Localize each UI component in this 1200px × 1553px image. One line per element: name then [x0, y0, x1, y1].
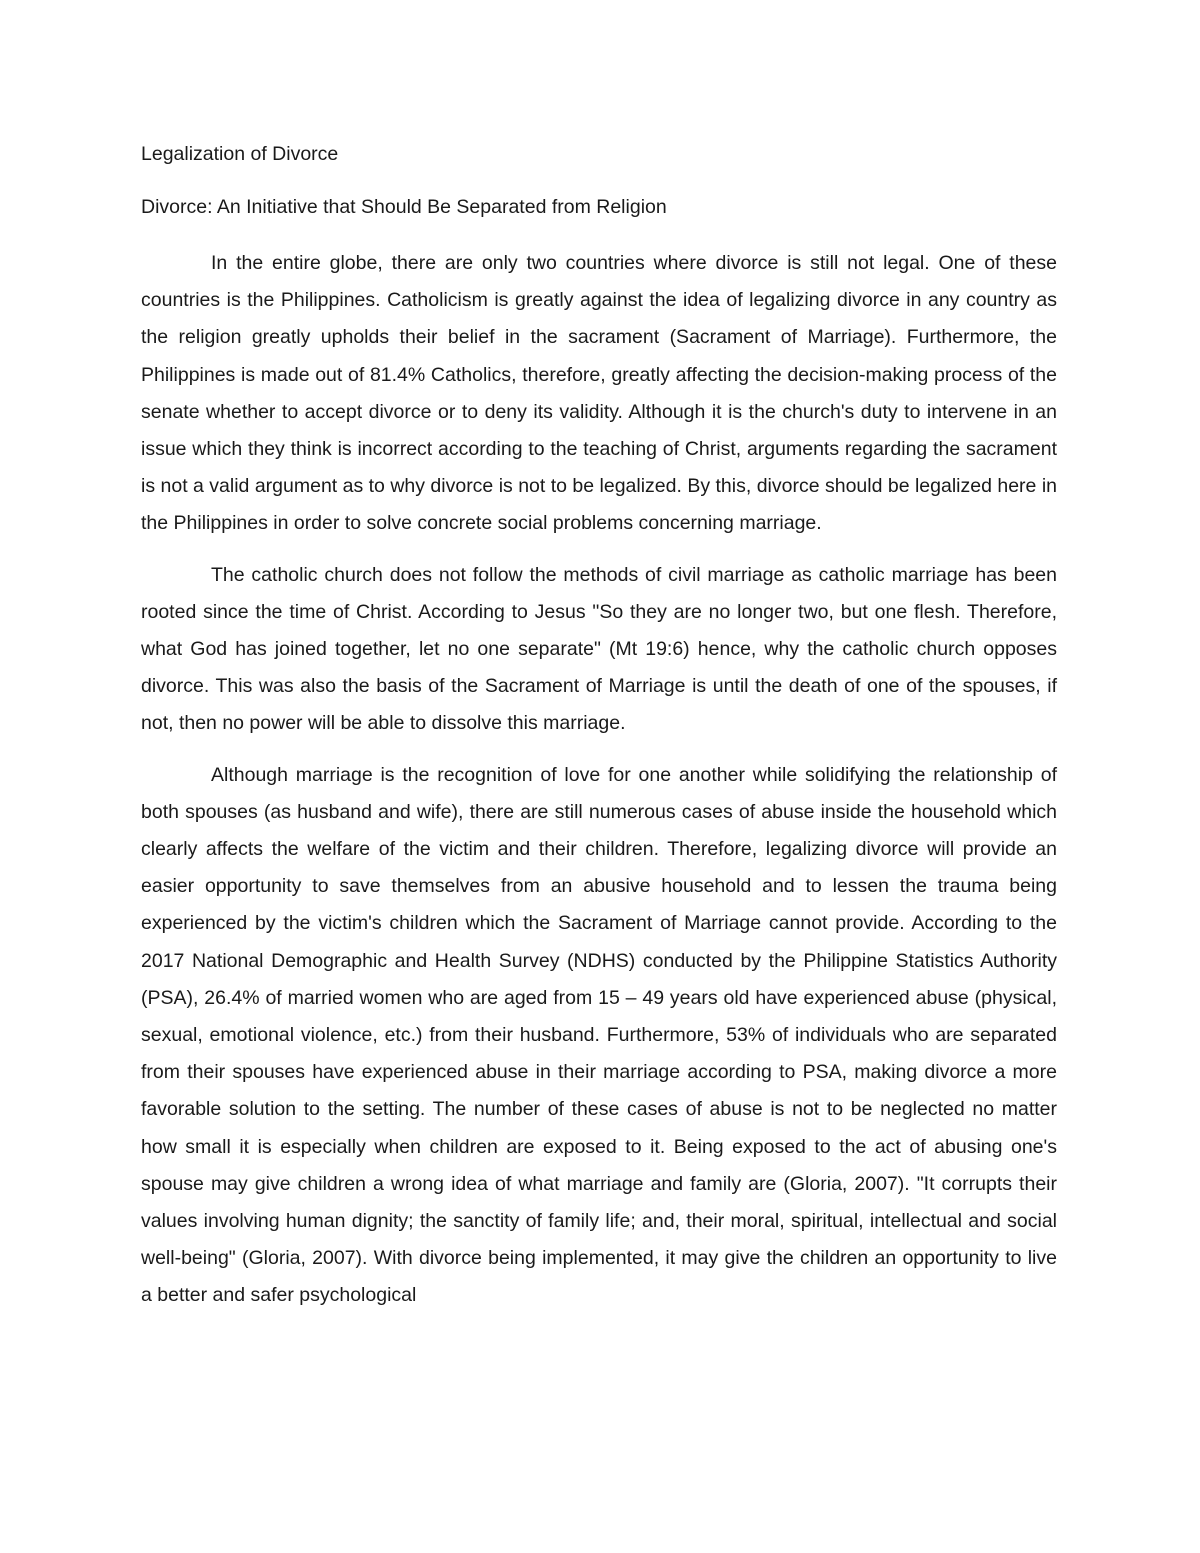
paragraph-3: Although marriage is the recognition of love for one another while solidifying the relationship of both spouses (as husband and wife), there are still numerous cases of abuse inside the household which clearly affects the welfare of the victim and their children. Therefore, legalizing divorce will provide an easier opportunity to save themselves from an abusive household and to lessen the trauma being experienced by the victim's children which the Sacrament of Marriage cannot provide. According to the 2017 National Demographic and Health Survey (NDHS) conducted by the Philippine Statistics Authority (PSA), 26.4% of married women who are aged from 15 – 49 years old have experienced abuse (physical, sexual, emotional violence, etc.) from their husband. Furthermore, 53% of individuals who are separated from their spouses have experienced abuse in their marriage according to PSA, making divorce a more favorable solution to the setting. The number of these cases of abuse is not to be neglected no matter how small it is especially when children are exposed to it. Being exposed to the act of abusing one's spouse may give children a wrong idea of what marriage and family are (Gloria, 2007). "It corrupts their values involving human dignity; the sanctity of family life; and, their moral, spiritual, intellectual and social well-being" (Gloria, 2007). With divorce being implemented, it may give the children an opportunity to live a better and safer psychological: [141, 763, 1057, 1307]
paragraph-2: The catholic church does not follow the methods of civil marriage as catholic marriage has been rooted since the time of Christ. According to Jesus "So they are no longer two, but one flesh. Therefore, what God has joined together, let no one separate" (Mt 19:6) hence, why the catholic church opposes divorce. This was also the basis of the Sacrament of Marriage is until the death of one of the spouses, if not, then no power will be able to dissolve this marriage.: [141, 563, 1057, 735]
paragraph-1: In the entire globe, there are only two countries where divorce is still not legal. One of these countries is the Philippines. Catholicism is greatly against the idea of legalizing divorce in any country as the religion greatly upholds their belief in the sacrament (Sacrament of Marriage). Furthermore, the Philippines is made out of 81.4% Catholics, therefore, greatly affecting the decision-making process of the senate whether to accept divorce or to deny its validity. Although it is the church's duty to intervene in an issue which they think is incorrect according to the teaching of Christ, arguments regarding the sacrament is not a valid argument as to why divorce is not to be legalized. By this, divorce should be legalized here in the Philippines in order to solve concrete social problems concerning marriage.: [141, 252, 1057, 535]
document-subtitle: Divorce: An Initiative that Should Be Separated from Religion: [141, 196, 667, 218]
document-title: Legalization of Divorce: [141, 143, 339, 165]
document-body: [141, 140, 1057, 1315]
